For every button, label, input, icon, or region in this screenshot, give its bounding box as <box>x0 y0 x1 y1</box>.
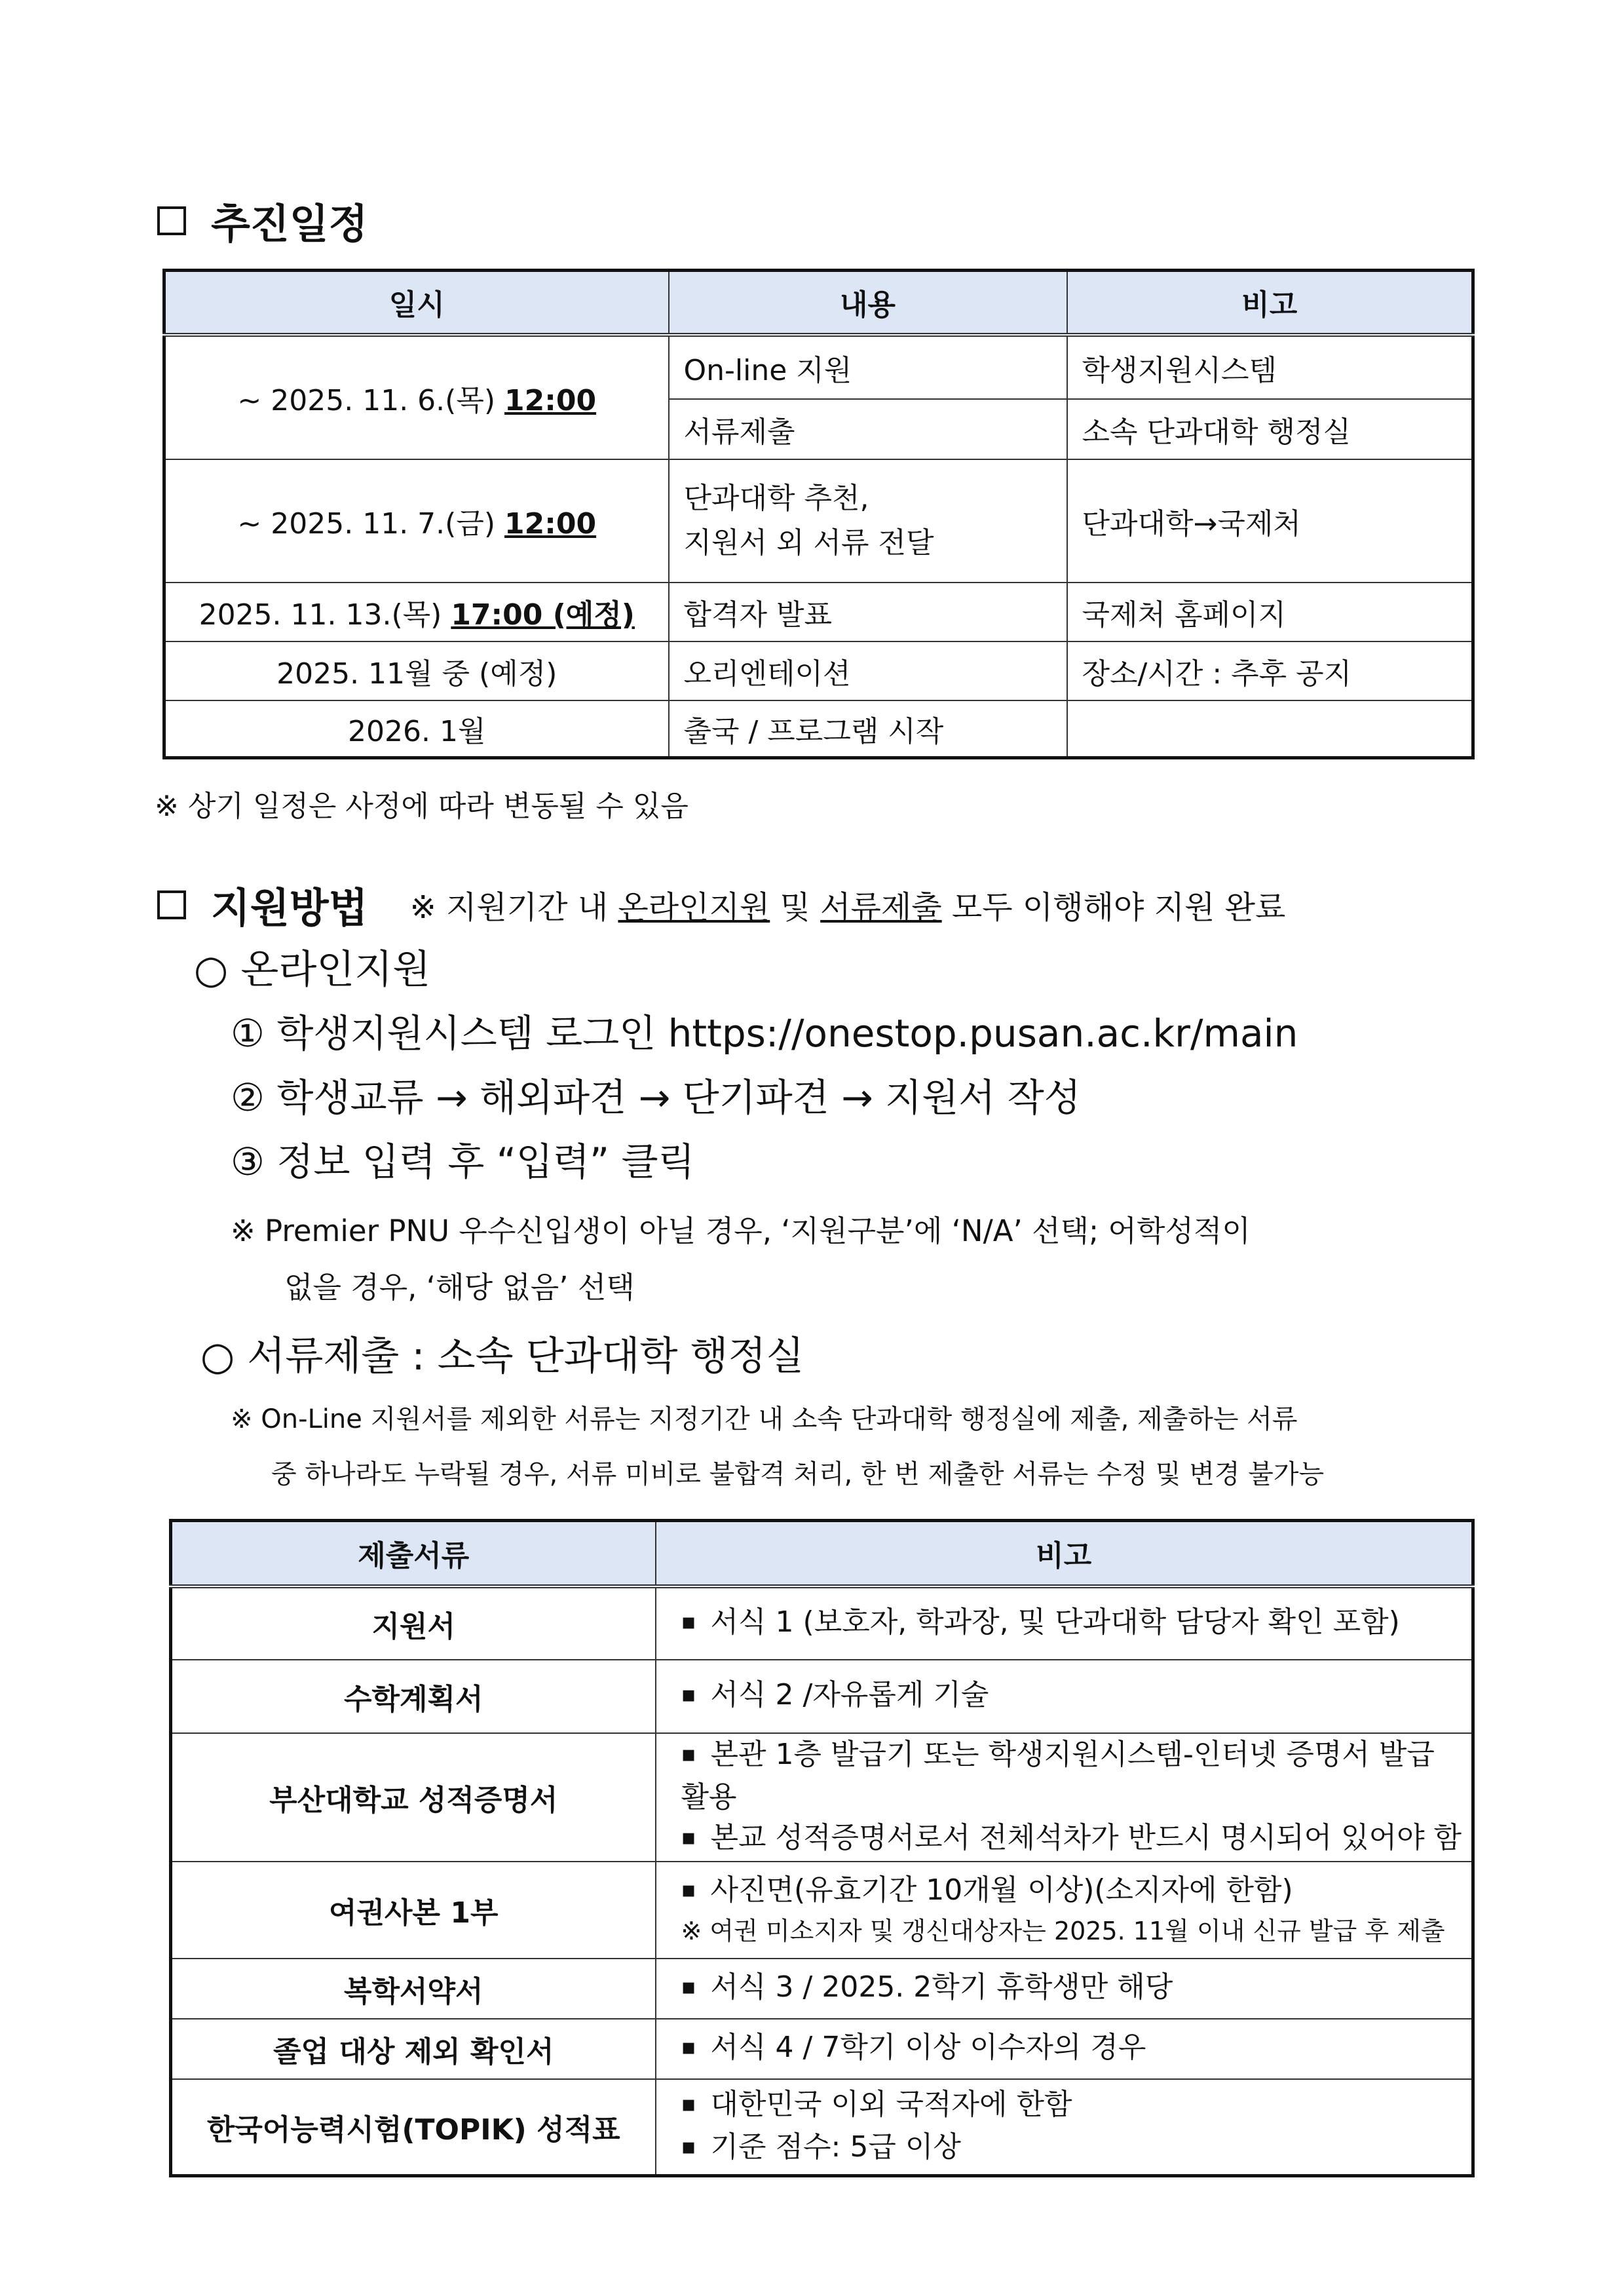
header-remarks: 비고 <box>656 1521 1473 1586</box>
header-content: 내용 <box>669 271 1067 335</box>
table-row <box>164 459 1473 583</box>
schedule-section-title <box>157 191 368 250</box>
step-3: ③ 정보 입력 후 “입력” 클릭 <box>231 1139 695 1184</box>
document-name: 수학계획서 <box>171 1660 656 1733</box>
method-section-title <box>157 875 1285 934</box>
documents-table <box>169 1519 1475 2177</box>
deadline-time: 17:00 (예정) <box>451 598 635 632</box>
table-row <box>171 1660 1473 1733</box>
online-note-line2: 없을 경우, ‘해당 없음’ 선택 <box>284 1270 635 1305</box>
table-row <box>171 1586 1473 1660</box>
note-cell <box>1067 700 1473 758</box>
document-name: 지원서 <box>171 1586 656 1660</box>
docs-note-line2: 중 하나라도 누락될 경우, 서류 미비로 불합격 처리, 한 번 제출한 서류는 수정 및 변경 불가능 <box>271 1459 1325 1489</box>
document-remarks: ▪ 서식 1 (보호자, 학과장, 및 단과대학 담당자 확인 포함) <box>656 1586 1473 1660</box>
document-name: 부산대학교 성적증명서 <box>171 1733 656 1862</box>
documents-header-row <box>171 1521 1473 1586</box>
document-remarks: ▪ 사진면(유효기간 10개월 이상)(소지자에 한함) ※ 여권 미소지자 및 갱신대상자는 2025. 11월 이내 신규 발급 후 제출 <box>656 1862 1473 1959</box>
note-cell: 장소/시간 : 추후 공지 <box>1067 641 1473 700</box>
deadline-time: 12:00 <box>504 383 597 417</box>
date-cell: 2026. 1월 <box>164 700 669 758</box>
method-title-text: 지원방법 <box>211 884 368 932</box>
header-document: 제출서류 <box>171 1521 656 1586</box>
header-note: 비고 <box>1067 271 1473 335</box>
note-cell: 소속 단과대학 행정실 <box>1067 399 1473 459</box>
content-cell: 오리엔테이션 <box>669 641 1067 700</box>
document-name: 여권사본 1부 <box>171 1862 656 1959</box>
table-row <box>171 2079 1473 2176</box>
online-heading: ○ 온라인지원 <box>194 947 431 993</box>
document-remarks: ▪ 대한민국 이외 국적자에 한함 ▪ 기준 점수: 5급 이상 <box>656 2079 1473 2176</box>
table-row <box>164 700 1473 758</box>
method-title-note: ※ 지원기간 내 온라인지원 및 서류제출 모두 이행해야 지원 완료 <box>409 889 1286 926</box>
schedule-header-row <box>164 271 1473 335</box>
content-cell: 서류제출 <box>669 399 1067 459</box>
note-cell: 단과대학→국제처 <box>1067 459 1473 583</box>
document-name: 졸업 대상 제외 확인서 <box>171 2019 656 2079</box>
checkbox-square-icon <box>157 890 186 919</box>
step-2: ② 학생교류 → 해외파견 → 단기파견 → 지원서 작성 <box>231 1075 1081 1120</box>
document-remarks: ▪ 본관 1층 발급기 또는 학생지원시스템-인터넷 증명서 발급 활용 ▪ 본교 성적증명서로서 전체석차가 반드시 명시되어 있어야 함 <box>656 1733 1473 1862</box>
schedule-title-text: 추진일정 <box>211 200 368 248</box>
docs-heading: ○ 서류제출 : 소속 단과대학 행정실 <box>200 1333 804 1379</box>
date-cell: ~ 2025. 11. 6.(목) 12:00 <box>164 335 669 459</box>
docs-note-line1: ※ On-Line 지원서를 제외한 서류는 지정기간 내 소속 단과대학 행정실에 제출, 제출하는 서류 <box>231 1404 1298 1434</box>
checkbox-square-icon <box>157 206 186 235</box>
content-cell: 합격자 발표 <box>669 583 1067 641</box>
note-cell: 학생지원시스템 <box>1067 335 1473 399</box>
online-note-line1: ※ Premier PNU 우수신입생이 아닐 경우, ‘지원구분’에 ‘N/A’ 선택; 어학성적이 <box>231 1214 1251 1248</box>
table-row <box>171 1959 1473 2019</box>
header-date: 일시 <box>164 271 669 335</box>
date-cell: ~ 2025. 11. 7.(금) 12:00 <box>164 459 669 583</box>
table-row <box>164 335 1473 399</box>
document-name: 한국어능력시험(TOPIK) 성적표 <box>171 2079 656 2176</box>
content-cell: 출국 / 프로그램 시작 <box>669 700 1067 758</box>
content-cell: 단과대학 추천, 지원서 외 서류 전달 <box>669 459 1067 583</box>
document-name: 복학서약서 <box>171 1959 656 2019</box>
table-row <box>171 1733 1473 1862</box>
schedule-table <box>162 269 1475 759</box>
document-remarks: ▪ 서식 3 / 2025. 2학기 휴학생만 해당 <box>656 1959 1473 2019</box>
step-1: ① 학생지원시스템 로그인 https://onestop.pusan.ac.kr/main <box>231 1011 1298 1056</box>
table-row <box>164 641 1473 700</box>
note-cell: 국제처 홈페이지 <box>1067 583 1473 641</box>
table-row <box>171 1862 1473 1959</box>
document-remarks: ▪ 서식 4 / 7학기 이상 이수자의 경우 <box>656 2019 1473 2079</box>
date-cell: 2025. 11월 중 (예정) <box>164 641 669 700</box>
passport-subnote: ※ 여권 미소지자 및 갱신대상자는 2025. 11월 이내 신규 발급 후 제출 <box>681 1917 1445 1945</box>
table-row <box>164 583 1473 641</box>
table-row <box>171 2019 1473 2079</box>
document-remarks: ▪ 서식 2 /자유롭게 기술 <box>656 1660 1473 1733</box>
content-cell: On-line 지원 <box>669 335 1067 399</box>
deadline-time: 12:00 <box>504 507 597 541</box>
date-cell: 2025. 11. 13.(목) 17:00 (예정) <box>164 583 669 641</box>
schedule-footnote: ※ 상기 일정은 사정에 따라 변동될 수 있음 <box>155 790 689 823</box>
